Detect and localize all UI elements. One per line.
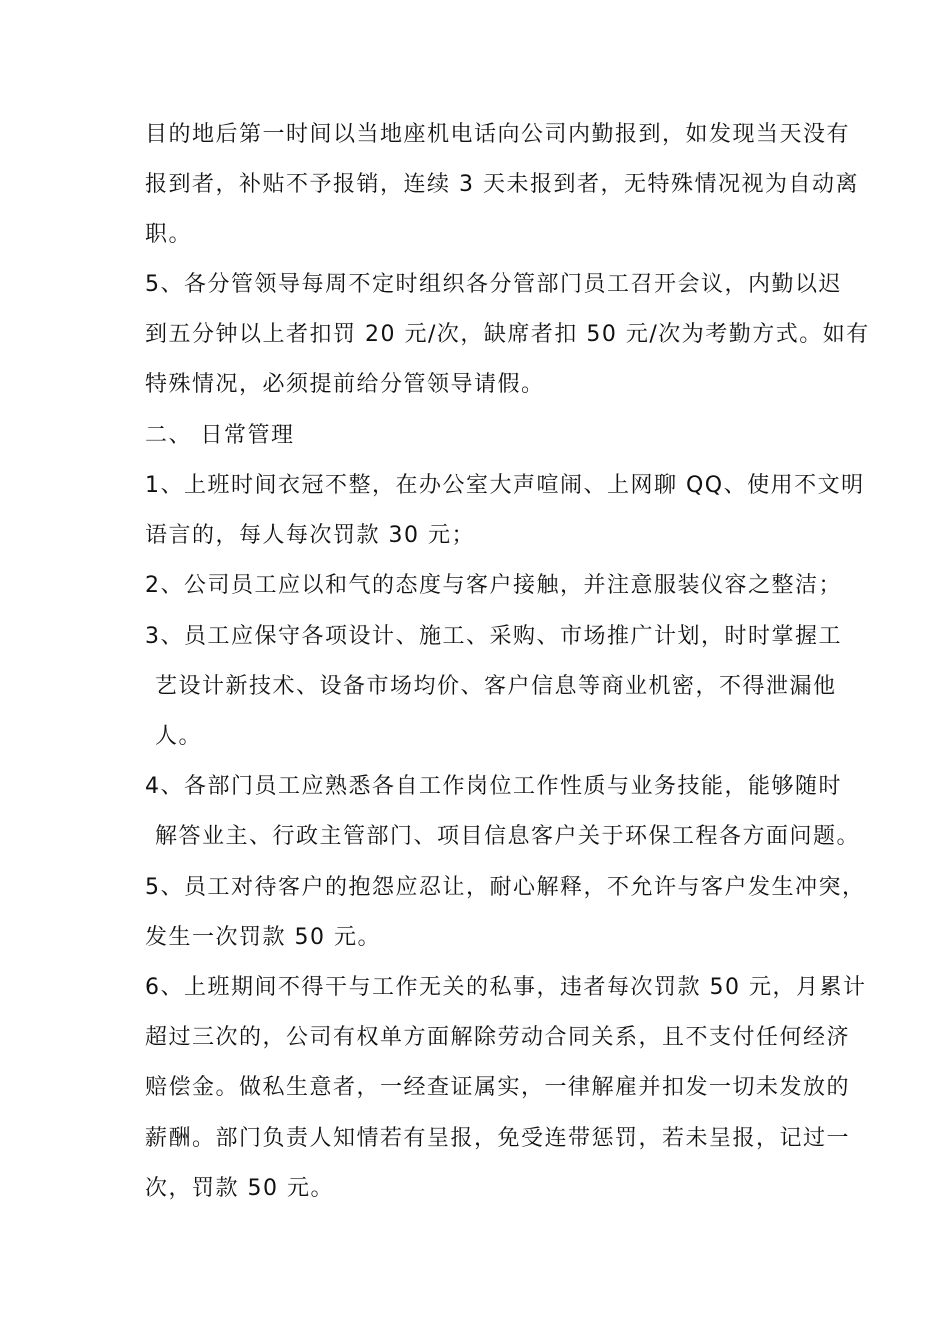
text-line: 发生一次罚款 50 元。 bbox=[145, 925, 381, 950]
text-line: 4、各部门员工应熟悉各自工作岗位工作性质与业务技能，能够随时 bbox=[145, 774, 842, 799]
text-line: 特殊情况，必须提前给分管领导请假。 bbox=[145, 372, 545, 397]
text-line: 艺设计新技术、设备市场均价、客户信息等商业机密，不得泄漏他 bbox=[155, 674, 837, 699]
text-line: 1、上班时间衣冠不整，在办公室大声喧闹、上网聊 QQ、使用不文明 bbox=[145, 473, 865, 498]
text-line: 赔偿金。做私生意者，一经查证属实，一律解雇并扣发一切未发放的 bbox=[145, 1075, 851, 1100]
section-heading: 二、 日常管理 bbox=[145, 423, 295, 448]
text-line: 3、员工应保守各项设计、施工、采购、市场推广计划，时时掌握工 bbox=[145, 624, 842, 649]
text-line: 2、公司员工应以和气的态度与客户接触，并注意服装仪容之整洁； bbox=[145, 573, 842, 598]
text-line: 5、各分管领导每周不定时组织各分管部门员工召开会议，内勤以迟 bbox=[145, 272, 842, 297]
text-line: 报到者，补贴不予报销，连续 3 天未报到者，无特殊情况视为自动离 bbox=[145, 172, 859, 197]
text-line: 解答业主、行政主管部门、项目信息客户关于环保工程各方面问题。 bbox=[155, 824, 861, 849]
text-line: 人。 bbox=[155, 724, 203, 749]
text-line: 次，罚款 50 元。 bbox=[145, 1176, 334, 1201]
text-line: 职。 bbox=[145, 222, 193, 247]
text-line: 6、上班期间不得干与工作无关的私事，违者每次罚款 50 元，月累计 bbox=[145, 975, 867, 1000]
text-line: 到五分钟以上者扣罚 20 元/次，缺席者扣 50 元/次为考勤方式。如有 bbox=[145, 322, 870, 347]
text-line: 薪酬。部门负责人知情若有呈报，免受连带惩罚，若未呈报，记过一 bbox=[145, 1126, 851, 1151]
text-line: 超过三次的，公司有权单方面解除劳动合同关系，且不支付任何经济 bbox=[145, 1025, 851, 1050]
text-line: 语言的，每人每次罚款 30 元； bbox=[145, 523, 475, 548]
text-line: 目的地后第一时间以当地座机电话向公司内勤报到，如发现当天没有 bbox=[145, 122, 851, 147]
text-line: 5、员工对待客户的抱怨应忍让，耐心解释，不允许与客户发生冲突， bbox=[145, 875, 866, 900]
